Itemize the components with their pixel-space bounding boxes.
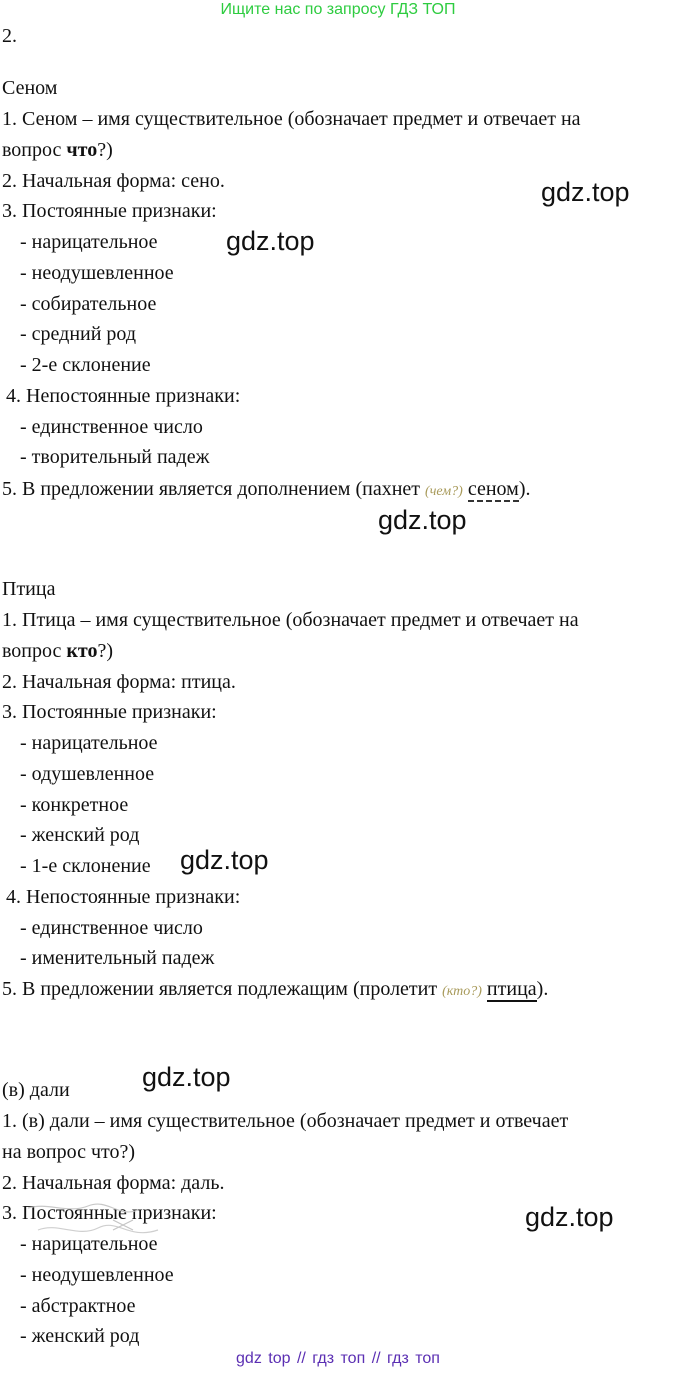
object-word: сеном	[467, 478, 519, 500]
pencil-scribble-icon	[18, 1200, 178, 1244]
section-3-constant-item: - неодушевленное	[20, 1264, 174, 1286]
section-1-line1: 1. Сеном – имя существительное (обозначает предмет и отвечает на	[2, 108, 581, 130]
section-3-constant-header: 3. Постоянные признаки:	[2, 1202, 217, 1224]
text: вопрос	[2, 640, 67, 662]
section-2-title: Птица	[2, 578, 56, 600]
subject-word: птица	[486, 978, 537, 1000]
section-3-line1-cont: на вопрос что?)	[2, 1141, 136, 1163]
case-question: (чем?)	[425, 484, 463, 499]
section-3-title: (в) дали	[2, 1079, 70, 1101]
task-number: 2.	[2, 25, 17, 47]
section-2-constant-item: - нарицательное	[20, 732, 158, 754]
watermark: gdz.top	[378, 505, 467, 535]
section-2-variable-item: - единственное число	[20, 917, 203, 939]
section-2-line1-cont	[2, 639, 113, 663]
section-1-variable-header: 4. Непостоянные признаки:	[6, 385, 241, 407]
text: вопрос	[2, 139, 67, 161]
section-2-constant-item: - 1-е склонение	[20, 855, 151, 877]
watermark: gdz.top	[142, 1062, 231, 1092]
text: ).	[518, 478, 531, 500]
section-1-role	[2, 477, 531, 504]
section-2-line1: 1. Птица – имя существительное (обозначает предмет и отвечает на	[2, 609, 579, 631]
section-1-line1-cont	[2, 138, 113, 162]
section-1-constant-item: - неодушевленное	[20, 262, 174, 284]
footer-links: gdz top // гдз топ // гдз топ	[236, 1350, 440, 1367]
section-3-initial-form: 2. Начальная форма: даль.	[2, 1172, 225, 1194]
watermark: gdz.top	[541, 177, 630, 207]
section-3-constant-item: - абстрактное	[20, 1295, 136, 1317]
text: ).	[536, 978, 549, 1000]
section-1-title: Сеном	[2, 77, 58, 99]
text: ?)	[97, 640, 114, 662]
watermark: gdz.top	[180, 845, 269, 875]
section-2-constant-item: - конкретное	[20, 794, 129, 816]
text: 5. В предложении является подлежащим (пролетит	[2, 978, 443, 1000]
watermark: gdz.top	[525, 1202, 614, 1232]
section-3-constant-item: - нарицательное	[20, 1233, 158, 1255]
text: ?)	[97, 139, 113, 161]
section-2-role	[2, 977, 548, 1004]
question-word: кто	[66, 640, 98, 662]
section-1-variable-item: - творительный падеж	[20, 446, 210, 468]
section-1-constant-item: - средний род	[20, 323, 137, 345]
search-hint-banner: Ищите нас по запросу ГДЗ ТОП	[220, 1, 456, 18]
case-question: (кто?)	[442, 984, 482, 999]
section-2-constant-header: 3. Постоянные признаки:	[2, 701, 217, 723]
section-1-constant-header: 3. Постоянные признаки:	[2, 200, 217, 222]
section-3-line1: 1. (в) дали – имя существительное (обозначает предмет и отвечает	[2, 1110, 569, 1132]
section-2-variable-header: 4. Непостоянные признаки:	[6, 886, 241, 908]
section-2-variable-item: - именительный падеж	[20, 947, 215, 969]
section-1-variable-item: - единственное число	[20, 416, 203, 438]
section-3-constant-item: - женский род	[20, 1325, 140, 1347]
text: 5. В предложении является дополнением (пахнет	[2, 478, 426, 500]
section-2-constant-item: - одушевленное	[20, 763, 155, 785]
section-2-initial-form: 2. Начальная форма: птица.	[2, 671, 236, 693]
section-1-constant-item: - 2-е склонение	[20, 354, 151, 376]
question-word: что	[66, 139, 98, 161]
section-2-constant-item: - женский род	[20, 824, 140, 846]
watermark: gdz.top	[226, 226, 315, 256]
section-1-initial-form: 2. Начальная форма: сено.	[2, 170, 225, 192]
section-1-constant-item: - нарицательное	[20, 231, 158, 253]
section-1-constant-item: - собирательное	[20, 293, 157, 315]
